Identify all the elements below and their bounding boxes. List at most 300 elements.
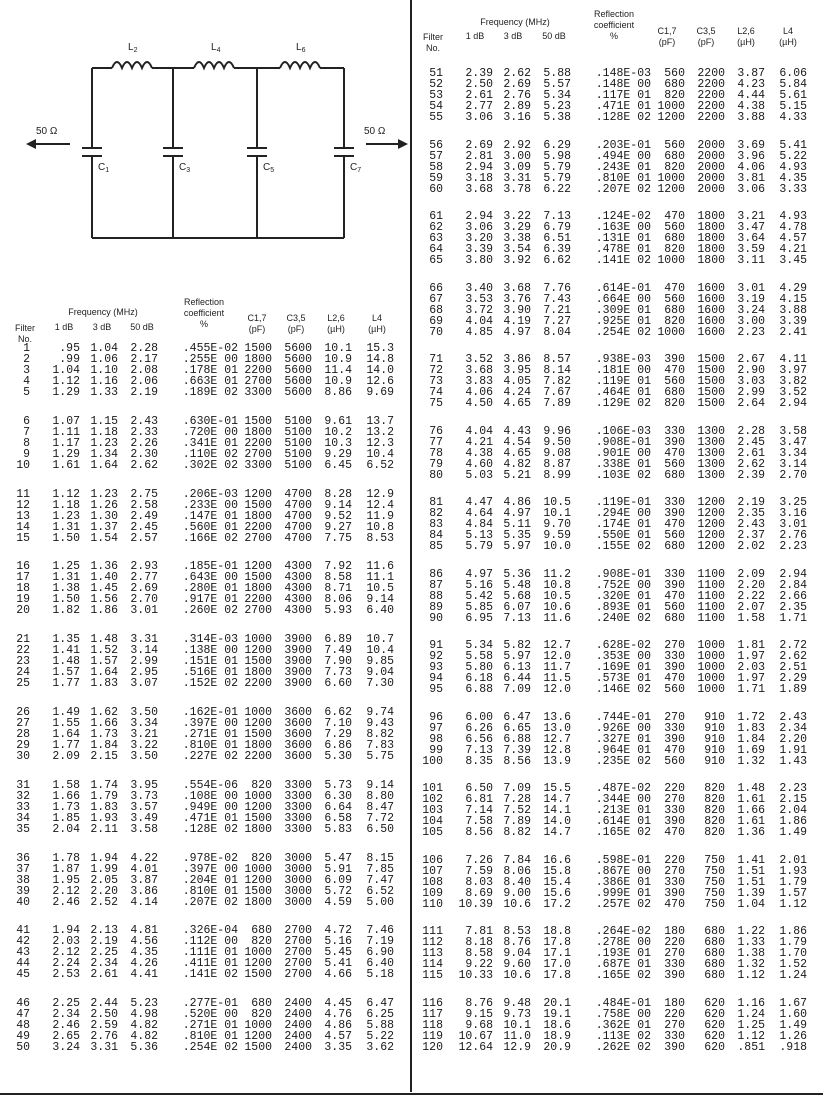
freq-1db: 1.12	[52, 375, 80, 388]
filter-no: 40	[16, 895, 30, 909]
freq-3db: 4.97	[503, 507, 531, 520]
table-row	[412, 448, 823, 459]
c17: 220	[664, 782, 685, 795]
freq-50db: 4.41	[130, 968, 158, 982]
freq-50db: 2.45	[130, 520, 158, 534]
c17: 330	[664, 804, 685, 817]
l26: 8.71	[324, 582, 352, 596]
freq-3db: 2.52	[90, 895, 118, 909]
l4: 2.51	[779, 661, 807, 674]
c17: 560	[664, 138, 685, 152]
c35: 2200	[697, 100, 725, 113]
l4: 6.50	[366, 822, 394, 836]
table-row	[0, 522, 410, 533]
l26: 1.32	[737, 958, 765, 971]
filter-no: 90	[429, 611, 443, 625]
l26: 5.83	[324, 822, 352, 836]
l4: 5.75	[366, 750, 394, 763]
freq-1db: 2.39	[465, 67, 493, 80]
filter-no: 77	[429, 435, 443, 449]
freq-50db: 6.79	[543, 221, 571, 234]
c17: 1500	[244, 571, 272, 585]
l4: 4.15	[779, 292, 807, 306]
reflection: .908E-01	[595, 435, 651, 449]
freq-3db: 1.04	[90, 342, 118, 355]
l4: 3.47	[779, 435, 807, 449]
l26: 3.03	[737, 375, 765, 388]
reflection: .487E-02	[595, 782, 651, 795]
freq-3db: 2.34	[90, 957, 118, 971]
freq-1db: 2.34	[52, 1008, 80, 1022]
c17: 560	[664, 600, 685, 614]
freq-1db: 8.69	[465, 886, 493, 900]
l26: 3.47	[737, 221, 765, 234]
freq-50db: 2.28	[130, 342, 158, 355]
freq-1db: 1.31	[52, 571, 80, 585]
table-row	[0, 533, 410, 544]
l4: 2.72	[779, 639, 807, 652]
left-impedance: 50 Ω	[36, 126, 58, 137]
freq-3db: 8.82	[503, 826, 531, 839]
c35: 4700	[284, 520, 312, 534]
reflection: .964E 01	[595, 743, 651, 757]
reflection: .471E 01	[595, 100, 651, 113]
reflection: .147E 01	[182, 509, 238, 523]
c35: 2400	[284, 1041, 312, 1055]
c35: 1800	[697, 254, 725, 267]
c17: 1500	[244, 1041, 272, 1055]
freq-50db: 3.58	[130, 822, 158, 836]
c35: 5600	[284, 386, 312, 399]
freq-50db: 3.86	[130, 884, 158, 898]
reflection: .810E 01	[182, 739, 238, 752]
freq-1db: 1.66	[52, 789, 80, 803]
l4: 4.29	[779, 281, 807, 295]
l4: 1.43	[779, 754, 807, 768]
l26: 1.97	[737, 672, 765, 685]
l26: 2.99	[737, 386, 765, 399]
freq-3db: 1.16	[90, 375, 118, 388]
c17: 820	[664, 89, 685, 102]
c35: 2200	[697, 89, 725, 102]
freq-50db: 2.57	[130, 531, 158, 545]
freq-50db: 2.30	[130, 447, 158, 461]
l26: 2.03	[737, 661, 765, 674]
freq-1db: 3.20	[465, 232, 493, 245]
reflection: .455E-02	[182, 342, 238, 355]
freq-50db: 18.8	[543, 925, 571, 938]
freq-3db: 2.59	[90, 1019, 118, 1033]
c35: 5600	[284, 342, 312, 355]
freq-50db: 4.35	[130, 946, 158, 960]
l26: 1.97	[737, 650, 765, 663]
freq-3db: 1.83	[90, 677, 118, 691]
l4: 12.4	[366, 498, 394, 512]
freq-3db: 1.48	[90, 633, 118, 647]
l26: 6.45	[324, 458, 352, 472]
reflection: .758E 00	[595, 1007, 651, 1021]
freq-1db: 4.50	[465, 397, 493, 410]
l4: 2.23	[779, 540, 807, 553]
freq-1db: 8.76	[465, 996, 493, 1010]
freq-3db: 4.82	[503, 457, 531, 471]
freq-50db: 8.87	[543, 457, 571, 471]
freq-1db: 2.81	[465, 149, 493, 163]
freq-3db: 7.09	[503, 683, 531, 696]
reflection: .302E 02	[182, 458, 238, 472]
reflection: .271E 01	[182, 728, 238, 741]
c35: 1300	[697, 446, 725, 460]
reflection: .254E 02	[182, 1041, 238, 1055]
label-c5: $C_5$	[263, 162, 275, 174]
table-row	[412, 827, 823, 838]
reflection: .113E 02	[595, 1029, 651, 1043]
c35: 2700	[284, 957, 312, 971]
freq-50db: 3.21	[130, 728, 158, 741]
filter-no: 87	[429, 578, 443, 592]
c17: 680	[251, 997, 272, 1011]
l4: 11.1	[366, 571, 394, 585]
filter-no: 67	[429, 292, 443, 306]
reflection: .174E 01	[595, 518, 651, 531]
c17: 680	[664, 386, 685, 399]
freq-3db: 3.92	[503, 254, 531, 267]
freq-3db: 4.65	[503, 397, 531, 410]
c35: 1300	[697, 457, 725, 471]
l26: 8.06	[324, 593, 352, 607]
l4: 1.24	[779, 969, 807, 982]
filter-no: 17	[16, 571, 30, 585]
c35: 4300	[284, 560, 312, 574]
c17: 1500	[244, 498, 272, 512]
l26: 6.58	[324, 811, 352, 825]
reflection: .327E 01	[595, 732, 651, 746]
c17: 330	[664, 424, 685, 438]
filter-no: 88	[429, 589, 443, 603]
freq-3db: 1.34	[90, 447, 118, 461]
c17: 1800	[244, 509, 272, 523]
c17: 390	[664, 507, 685, 520]
c17: 1200	[657, 111, 685, 124]
l26: 5.41	[324, 957, 352, 971]
freq-1db: .95	[59, 342, 80, 355]
freq-3db: 5.21	[503, 468, 531, 482]
l26: 3.35	[324, 1041, 352, 1055]
label-l6: $L_6$	[296, 42, 306, 54]
table-row	[412, 470, 823, 481]
c17: 560	[664, 529, 685, 542]
freq-50db: 3.31	[130, 633, 158, 647]
c35: 1600	[697, 292, 725, 306]
filter-no: 22	[16, 644, 30, 658]
freq-50db: 6.39	[543, 243, 571, 256]
l4: 9.04	[366, 666, 394, 680]
freq-3db: 3.29	[503, 221, 531, 234]
table-row	[412, 112, 823, 123]
table-row	[412, 426, 823, 437]
freq-3db: 3.00	[503, 149, 531, 163]
c17: 1000	[244, 633, 272, 647]
table-row	[412, 602, 823, 613]
freq-3db: 1.83	[90, 800, 118, 814]
table-row	[412, 855, 823, 866]
filter-no: 100	[422, 754, 443, 768]
freq-3db: 1.62	[90, 706, 118, 719]
l4: 2.41	[779, 325, 807, 339]
c35: 1800	[697, 243, 725, 256]
freq-50db: 11.6	[543, 611, 571, 625]
reflection: .207E 02	[595, 182, 651, 196]
freq-1db: 3.06	[465, 111, 493, 124]
freq-3db: 6.44	[503, 672, 531, 685]
freq-1db: 4.47	[465, 496, 493, 509]
filter-no: 20	[16, 604, 30, 618]
filter-no: 105	[422, 826, 443, 839]
freq-3db: 1.15	[90, 414, 118, 428]
c17: 1000	[657, 100, 685, 113]
freq-3db: 7.52	[503, 804, 531, 817]
l26: 1.04	[737, 897, 765, 911]
freq-50db: 18.6	[543, 1018, 571, 1032]
c17: 2200	[244, 750, 272, 763]
freq-1db: 4.04	[465, 424, 493, 438]
l26: 2.67	[737, 353, 765, 366]
c17: 1200	[244, 487, 272, 501]
filter-no: 93	[429, 661, 443, 674]
filter-no: 113	[422, 947, 443, 960]
l4: 3.62	[366, 1041, 394, 1055]
freq-1db: 5.80	[465, 661, 493, 674]
l26: 1.12	[737, 969, 765, 982]
freq-3db: 10.6	[503, 897, 531, 911]
l4: 9.14	[366, 593, 394, 607]
freq-1db: 1.85	[52, 811, 80, 825]
table-row	[412, 888, 823, 899]
filter-no: 94	[429, 672, 443, 685]
l26: 2.23	[737, 325, 765, 339]
l26: 6.62	[324, 706, 352, 719]
l26: 4.45	[324, 997, 352, 1011]
table-row	[412, 151, 823, 162]
l26: 5.73	[324, 778, 352, 792]
c35: 3600	[284, 717, 312, 730]
c17: 2700	[244, 375, 272, 388]
c17: 470	[664, 281, 685, 295]
freq-3db: 4.97	[503, 325, 531, 339]
freq-3db: 3.95	[503, 364, 531, 377]
c35: 4700	[284, 531, 312, 545]
freq-3db: 7.28	[503, 793, 531, 806]
l26: 7.73	[324, 666, 352, 680]
freq-50db: 5.57	[543, 78, 571, 91]
reflection: .664E 00	[595, 292, 651, 306]
l4: 1.60	[779, 1007, 807, 1021]
c17: 270	[664, 864, 685, 878]
reflection: .255E 00	[182, 353, 238, 366]
freq-3db: 3.38	[503, 232, 531, 245]
reflection: .151E 01	[182, 655, 238, 669]
freq-3db: 1.86	[90, 604, 118, 618]
l26: 8.28	[324, 487, 352, 501]
c17: 270	[664, 1018, 685, 1032]
label-c3: $C_3$	[179, 162, 191, 174]
table-row	[412, 398, 823, 409]
reflection: .117E 01	[595, 89, 651, 102]
hdr-l4: L4 (µH)	[368, 313, 386, 334]
l26: 5.91	[324, 862, 352, 876]
filter-no: 112	[422, 936, 443, 949]
freq-3db: 4.54	[503, 435, 531, 449]
c17: 1000	[244, 789, 272, 803]
l4: .918	[779, 1040, 807, 1054]
freq-3db: 6.07	[503, 600, 531, 614]
c35: 620	[704, 1040, 725, 1054]
freq-50db: 18.9	[543, 1029, 571, 1043]
table-row	[412, 437, 823, 448]
reflection: .262E 02	[595, 1040, 651, 1054]
reflection: .893E 01	[595, 600, 651, 614]
c35: 1200	[697, 540, 725, 553]
reflection: .260E 02	[182, 604, 238, 618]
filter-no: 71	[429, 353, 443, 366]
freq-1db: 9.68	[465, 1018, 493, 1032]
c35: 750	[704, 875, 725, 889]
freq-1db: 1.57	[52, 666, 80, 680]
freq-50db: 2.08	[130, 364, 158, 377]
l4: 5.18	[366, 968, 394, 982]
freq-1db: 2.46	[52, 1019, 80, 1033]
freq-1db: 3.68	[465, 182, 493, 196]
reflection: .148E 00	[595, 78, 651, 91]
freq-50db: 3.57	[130, 800, 158, 814]
l26: 4.72	[324, 924, 352, 938]
reflection: .326E-04	[182, 924, 238, 938]
filter-no: 92	[429, 650, 443, 663]
table-row	[412, 305, 823, 316]
reflection: .189E 02	[182, 386, 238, 399]
c35: 2200	[697, 78, 725, 91]
filter-no: 29	[16, 739, 30, 752]
table-row	[412, 684, 823, 695]
reflection: .494E 00	[595, 149, 651, 163]
reflection: .106E-03	[595, 424, 651, 438]
filter-no: 114	[422, 958, 443, 971]
reflection: .338E 01	[595, 457, 651, 471]
l26: 3.69	[737, 138, 765, 152]
c35: 750	[704, 853, 725, 867]
freq-1db: 7.81	[465, 925, 493, 938]
freq-1db: 1.07	[52, 414, 80, 428]
filter-no: 75	[429, 397, 443, 410]
reflection: .687E 01	[595, 958, 651, 971]
l26: 2.35	[737, 507, 765, 520]
c17: 1200	[244, 717, 272, 730]
c17: 220	[664, 853, 685, 867]
c35: 3900	[284, 644, 312, 658]
reflection: .516E 01	[182, 666, 238, 680]
l26: 3.81	[737, 171, 765, 185]
table-row	[0, 489, 410, 500]
freq-50db: 3.50	[130, 750, 158, 763]
l26: 2.09	[737, 567, 765, 581]
c17: 330	[664, 650, 685, 663]
freq-50db: 13.6	[543, 710, 571, 724]
reflection: .397E 00	[182, 717, 238, 730]
l26: 3.64	[737, 232, 765, 245]
l26: 3.24	[737, 303, 765, 317]
c17: 1500	[244, 342, 272, 355]
l4: 5.22	[366, 1030, 394, 1044]
filter-no: 46	[16, 997, 30, 1011]
freq-1db: 5.34	[465, 639, 493, 652]
filter-no: 49	[16, 1030, 30, 1044]
c17: 820	[664, 243, 685, 256]
c35: 1800	[697, 232, 725, 245]
c35: 2000	[697, 149, 725, 163]
filter-no: 28	[16, 728, 30, 741]
l4: 3.45	[779, 254, 807, 267]
label-l2: $L_2$	[128, 42, 138, 54]
l26: 10.9	[324, 353, 352, 366]
l26: 2.28	[737, 424, 765, 438]
c35: 2700	[284, 946, 312, 960]
freq-3db: 1.79	[90, 789, 118, 803]
freq-1db: 1.78	[52, 851, 80, 865]
l4: 3.01	[779, 518, 807, 531]
filter-no: 99	[429, 743, 443, 757]
c35: 1200	[697, 529, 725, 542]
freq-50db: 14.7	[543, 793, 571, 806]
filter-no: 103	[422, 804, 443, 817]
freq-1db: 1.61	[52, 458, 80, 472]
freq-3db: 9.04	[503, 947, 531, 960]
c35: 680	[704, 947, 725, 960]
l26: 5.16	[324, 935, 352, 949]
l26: 1.32	[737, 754, 765, 768]
l4: 1.67	[779, 996, 807, 1010]
freq-1db: 8.35	[465, 754, 493, 768]
c17: 390	[664, 661, 685, 674]
c17: 560	[664, 683, 685, 696]
table-row	[412, 140, 823, 151]
c35: 3600	[284, 728, 312, 741]
l4: 1.12	[779, 897, 807, 911]
c35: 2700	[284, 935, 312, 949]
l26: 8.58	[324, 571, 352, 585]
reflection: .138E 00	[182, 644, 238, 658]
freq-50db: 14.0	[543, 815, 571, 828]
l26: 4.38	[737, 100, 765, 113]
c35: 5100	[284, 447, 312, 461]
l26: 4.06	[737, 160, 765, 174]
c17: 1000	[657, 325, 685, 339]
filter-no: 39	[16, 884, 30, 898]
freq-3db: 8.56	[503, 754, 531, 768]
freq-1db: 3.83	[465, 375, 493, 388]
freq-50db: 2.99	[130, 655, 158, 669]
reflection: .314E-03	[182, 633, 238, 647]
c35: 2200	[697, 67, 725, 80]
hdr-c17: C1,7 (pF)	[247, 313, 267, 334]
filter-no: 35	[16, 822, 30, 836]
l4: 10.7	[366, 633, 394, 647]
l4: 4.21	[779, 243, 807, 256]
l4: 9.14	[366, 778, 394, 792]
l4: 8.82	[366, 728, 394, 741]
freq-50db: 5.34	[543, 89, 571, 102]
freq-1db: 1.29	[52, 447, 80, 461]
c35: 1300	[697, 435, 725, 449]
